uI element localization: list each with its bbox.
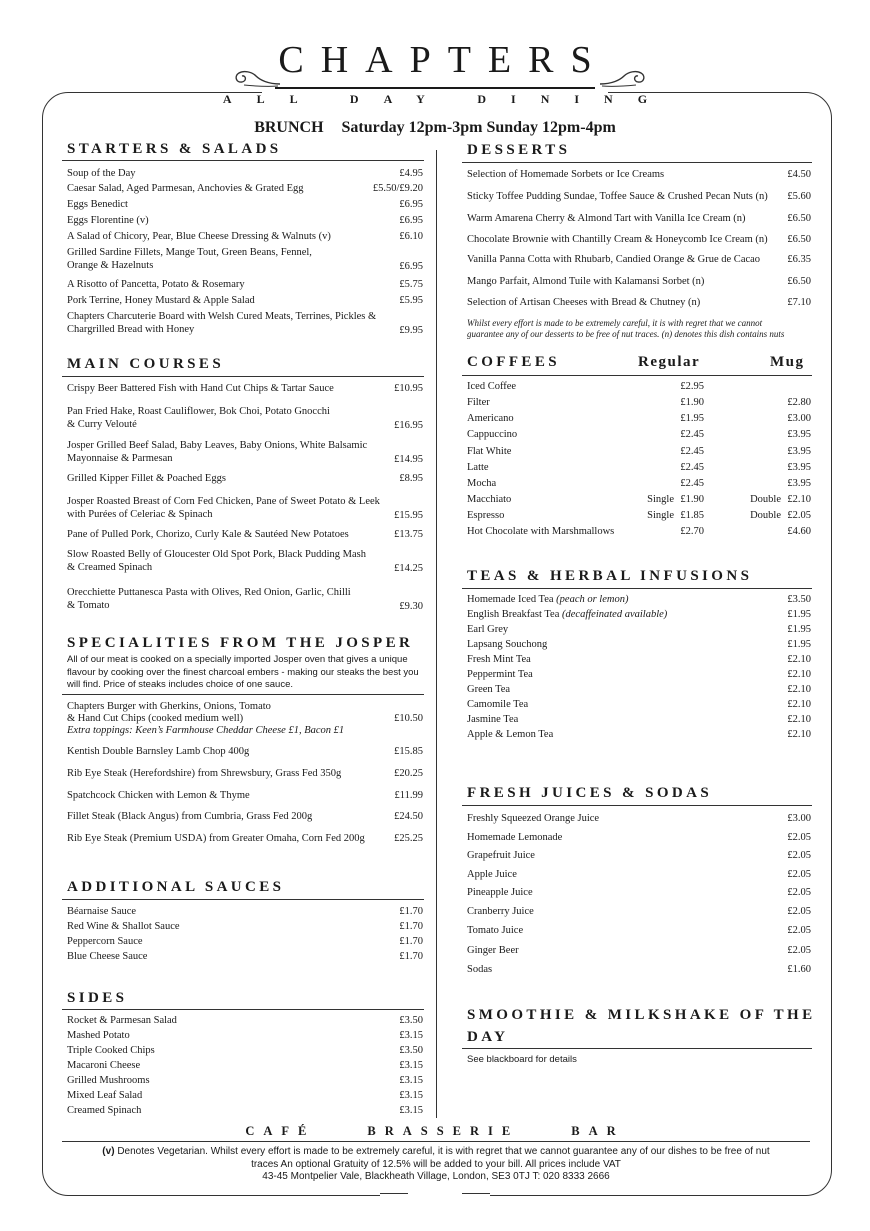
sauces-title: ADDITIONAL SAUCES: [67, 879, 285, 895]
restaurant-name: CHAPTERS: [278, 39, 609, 81]
menu-item: Pan Fried Hake, Roast Cauliflower, Bok Choi, Potato Gnocchi & Curry Velouté £16.95: [67, 406, 423, 431]
column-divider: [436, 150, 437, 1118]
mains-title: MAIN COURSES: [67, 356, 225, 372]
sides-title: SIDES: [67, 990, 128, 1006]
section-rule: [462, 375, 812, 376]
section-rule: [462, 588, 812, 589]
menu-item: Slow Roasted Belly of Gloucester Old Spot Pork, Black Pudding Mash & Creamed Spinach £14.25: [67, 549, 423, 574]
footer-disclaimer: (v) Denotes Vegetarian. Whilst every effort is made to be extremely careful, it is with regret that we cannot guarantee any of our dishes to be free of nut traces An optional Gratuity of 12.5% will be added to your bill. All prices include VAT 43-45 Montpelier Vale, Blackheath Village, London, SE3 0TJ T: 020 8333 2666: [62, 1146, 810, 1184]
tagline: ALL DAY DINING: [222, 92, 673, 106]
footer-brand: CAFÉ BRASSERIE BAR: [245, 1124, 625, 1138]
josper-title: SPECIALITIES FROM THE JOSPER: [67, 635, 414, 651]
section-rule: [62, 376, 424, 377]
nut-warning: Whilst every effort is made to be extremely careful, it is with regret that we cannot guarantee any of our desserts to be free of nut traces. (n) denotes this dish contains nuts: [467, 318, 785, 339]
brand-rule: [275, 87, 595, 89]
footer-address: 43-45 Montpelier Vale, Blackheath Village, London, SE3 0TJ T: 020 8333 2666: [262, 1171, 610, 1182]
brunch-label: BRUNCH: [254, 119, 324, 136]
bottom-flourish: [462, 1193, 490, 1194]
teas-title: TEAS & HERBAL INFUSIONS: [467, 568, 753, 584]
smoothie-title: SMOOTHIE & MILKSHAKE OF THE DAY: [467, 1007, 816, 1045]
menu-item: Chapters Burger with Gherkins, Onions, Tomato & Hand Cut Chips (cooked medium well) Extra toppings: Keen’s Farmhouse Cheddar Cheese £1, Bacon £1 £10.50: [67, 701, 423, 736]
coffee-col-regular: Regular: [638, 354, 701, 370]
section-rule: [62, 1009, 424, 1010]
josper-description: All of our meat is cooked on a specially imported Josper oven that gives a unique flavour by cooking over the finest charcoal embers - making our steaks the best you will find. Price of steaks includes choice of one sauce.: [67, 654, 419, 690]
menu-item: Josper Grilled Beef Salad, Baby Leaves, Baby Onions, White Balsamic Mayonnaise & Parmesan £14.95: [67, 440, 423, 465]
section-rule: [462, 162, 812, 163]
coffee-col-mug: Mug: [770, 354, 805, 370]
desserts-title: DESSERTS: [467, 142, 571, 158]
section-rule: [62, 899, 424, 900]
menu-item: Grilled Sardine Fillets, Mange Tout, Green Beans, Fennel, Orange & Hazelnuts £6.95: [67, 247, 423, 272]
section-rule: [62, 160, 424, 161]
brunch-times: Saturday 12pm-3pm Sunday 12pm-4pm: [341, 119, 616, 136]
bottom-flourish: [380, 1193, 408, 1194]
brunch-hours: [0, 119, 870, 137]
starters-title: STARTERS & SALADS: [67, 141, 282, 157]
menu-item: Chapters Charcuterie Board with Welsh Cured Meats, Terrines, Pickles & Chargrilled Bread with Honey £9.95: [67, 311, 423, 336]
juices-title: FRESH JUICES & SODAS: [467, 785, 713, 801]
section-rule: [62, 694, 424, 695]
menu-item: Josper Roasted Breast of Corn Fed Chicken, Pane of Sweet Potato & Leek with Purées of Celeriac & Spinach £15.95: [67, 496, 423, 521]
menu-item: Orecchiette Puttanesca Pasta with Olives, Red Onion, Garlic, Chilli & Tomato £9.30: [67, 587, 423, 612]
section-rule: [462, 1048, 812, 1049]
section-rule: [462, 805, 812, 806]
footer-rule: [62, 1141, 810, 1142]
coffees-title: COFFEES: [467, 354, 560, 370]
